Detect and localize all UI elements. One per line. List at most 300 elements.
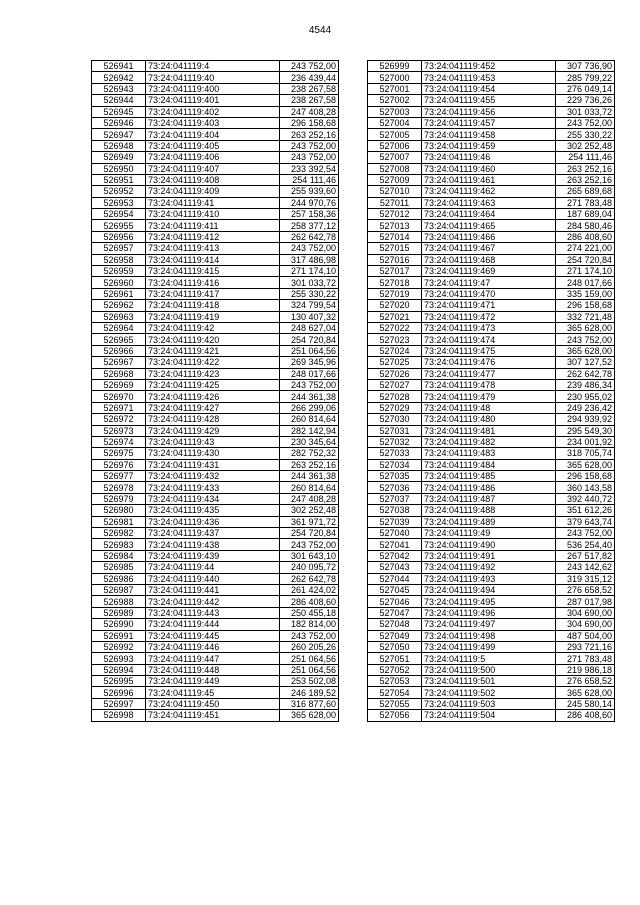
table-row [92,95,339,106]
table-row [92,425,339,436]
cadastral-value-cell: 296 158,68 [556,300,615,311]
cadastral-number-cell: 73:24:041119:426 [146,391,280,402]
table-row [92,584,339,595]
cadastral-value-cell: 130 407,32 [280,311,339,322]
cadastral-value-cell: 536 254,40 [556,539,615,550]
row-number-cell: 527025 [368,357,422,368]
row-number-cell: 526942 [92,72,146,83]
cadastral-number-cell: 73:24:041119:482 [422,436,556,447]
row-number-cell: 526995 [92,676,146,687]
table-row [92,698,339,709]
cadastral-number-cell: 73:24:041119:45 [146,687,280,698]
row-number-cell: 527023 [368,334,422,345]
row-number-cell: 527010 [368,186,422,197]
cadastral-value-cell: 285 799,22 [556,72,615,83]
cadastral-value-cell: 302 252,48 [556,140,615,151]
table-row [368,402,615,413]
cadastral-number-cell: 73:24:041119:447 [146,653,280,664]
cadastral-number-cell: 73:24:041119:469 [422,266,556,277]
cadastral-value-cell: 239 486,34 [556,379,615,390]
cadastral-value-cell: 271 783,48 [556,197,615,208]
table-row [92,448,339,459]
cadastral-value-cell: 238 267,58 [280,95,339,106]
row-number-cell: 527033 [368,448,422,459]
row-number-cell: 527050 [368,641,422,652]
row-number-cell: 526998 [92,710,146,721]
cadastral-number-cell: 73:24:041119:451 [146,710,280,721]
table-row [368,425,615,436]
cadastral-number-cell: 73:24:041119:43 [146,436,280,447]
cadastral-value-cell: 263 252,16 [556,163,615,174]
cadastral-value-cell: 260 205,26 [280,641,339,652]
cadastral-value-cell: 318 705,74 [556,448,615,459]
cadastral-value-cell: 487 504,00 [556,630,615,641]
row-number-cell: 526987 [92,584,146,595]
row-number-cell: 526950 [92,163,146,174]
table-row [368,334,615,345]
row-number-cell: 527017 [368,266,422,277]
table-row [92,209,339,220]
cadastral-value-cell: 294 939,92 [556,414,615,425]
table-row [92,266,339,277]
row-number-cell: 526949 [92,152,146,163]
cadastral-value-cell: 286 408,60 [556,710,615,721]
cadastral-number-cell: 73:24:041119:421 [146,345,280,356]
cadastral-number-cell: 73:24:041119:408 [146,174,280,185]
row-number-cell: 527022 [368,322,422,333]
cadastral-number-cell: 73:24:041119:419 [146,311,280,322]
cadastral-number-cell: 73:24:041119:470 [422,288,556,299]
table-row [368,391,615,402]
cadastral-value-cell: 258 377,12 [280,220,339,231]
cadastral-value-cell: 276 658,52 [556,676,615,687]
row-number-cell: 526979 [92,493,146,504]
table-row [368,61,615,72]
row-number-cell: 526945 [92,106,146,117]
table-row [92,664,339,675]
table-row [92,186,339,197]
cadastral-number-cell: 73:24:041119:400 [146,83,280,94]
cadastral-number-cell: 73:24:041119:401 [146,95,280,106]
row-number-cell: 527000 [368,72,422,83]
cadastral-number-cell: 73:24:041119:496 [422,607,556,618]
row-number-cell: 526991 [92,630,146,641]
row-number-cell: 527043 [368,562,422,573]
cadastral-number-cell: 73:24:041119:432 [146,471,280,482]
table-row [368,539,615,550]
table-row [92,528,339,539]
row-number-cell: 527053 [368,676,422,687]
table-row [368,254,615,265]
row-number-cell: 526947 [92,129,146,140]
cadastral-number-cell: 73:24:041119:498 [422,630,556,641]
table-row [368,584,615,595]
cadastral-value-cell: 238 267,58 [280,83,339,94]
cadastral-number-cell: 73:24:041119:42 [146,322,280,333]
cadastral-value-cell: 248 627,04 [280,322,339,333]
table-row [92,562,339,573]
cadastral-value-cell: 246 189,52 [280,687,339,698]
cadastral-value-cell: 262 642,78 [280,231,339,242]
cadastral-value-cell: 304 690,00 [556,607,615,618]
cadastral-number-cell: 73:24:041119:486 [422,482,556,493]
row-number-cell: 526968 [92,368,146,379]
row-number-cell: 527027 [368,379,422,390]
cadastral-value-cell: 317 486,98 [280,254,339,265]
cadastral-number-cell: 73:24:041119:455 [422,95,556,106]
row-number-cell: 526990 [92,619,146,630]
cadastral-value-cell: 240 095,72 [280,562,339,573]
row-number-cell: 526985 [92,562,146,573]
cadastral-value-cell: 274 221,00 [556,243,615,254]
cadastral-value-cell: 295 549,30 [556,425,615,436]
cadastral-number-cell: 73:24:041119:417 [146,288,280,299]
cadastral-value-cell: 243 752,00 [280,630,339,641]
table-row [92,61,339,72]
cadastral-value-cell: 251 064,56 [280,653,339,664]
cadastral-number-cell: 73:24:041119:433 [146,482,280,493]
row-number-cell: 526989 [92,607,146,618]
table-row [92,391,339,402]
cadastral-value-cell: 247 408,28 [280,106,339,117]
row-number-cell: 526951 [92,174,146,185]
row-number-cell: 526983 [92,539,146,550]
cadastral-number-cell: 73:24:041119:463 [422,197,556,208]
cadastral-number-cell: 73:24:041119:406 [146,152,280,163]
cadastral-number-cell: 73:24:041119:442 [146,596,280,607]
table-row [368,676,615,687]
cadastral-value-cell: 250 455,18 [280,607,339,618]
table-row [368,573,615,584]
table-row [368,220,615,231]
row-number-cell: 526943 [92,83,146,94]
cadastral-number-cell: 73:24:041119:430 [146,448,280,459]
row-number-cell: 526971 [92,402,146,413]
cadastral-number-cell: 73:24:041119:471 [422,300,556,311]
cadastral-number-cell: 73:24:041119:465 [422,220,556,231]
cadastral-value-cell: 251 064,56 [280,664,339,675]
cadastral-value-cell: 335 159,00 [556,288,615,299]
row-number-cell: 526975 [92,448,146,459]
cadastral-value-cell: 365 628,00 [556,459,615,470]
table-row [368,596,615,607]
row-number-cell: 527035 [368,471,422,482]
cadastral-value-cell: 316 877,60 [280,698,339,709]
cadastral-value-cell: 365 628,00 [280,710,339,721]
page-number: 4544 [308,25,332,36]
row-number-cell: 527009 [368,174,422,185]
table-row [92,459,339,470]
cadastral-number-cell: 73:24:041119:448 [146,664,280,675]
cadastral-number-cell: 73:24:041119:450 [146,698,280,709]
table-row [92,687,339,698]
cadastral-number-cell: 73:24:041119:48 [422,402,556,413]
cadastral-value-cell: 296 158,68 [280,117,339,128]
row-number-cell: 527044 [368,573,422,584]
table-row [368,505,615,516]
row-number-cell: 527038 [368,505,422,516]
cadastral-value-cell: 247 408,28 [280,493,339,504]
row-number-cell: 527013 [368,220,422,231]
cadastral-number-cell: 73:24:041119:416 [146,277,280,288]
table-row [92,596,339,607]
cadastral-value-cell: 265 689,68 [556,186,615,197]
cadastral-value-cell: 365 628,00 [556,322,615,333]
row-number-cell: 526972 [92,414,146,425]
table-row [92,482,339,493]
row-number-cell: 527004 [368,117,422,128]
cadastral-value-cell: 261 424,02 [280,584,339,595]
cadastral-value-cell: 233 392,54 [280,163,339,174]
table-row [368,174,615,185]
cadastral-value-cell: 255 330,22 [556,129,615,140]
table-row [368,300,615,311]
row-number-cell: 526941 [92,61,146,72]
row-number-cell: 526955 [92,220,146,231]
cadastral-value-cell: 293 721,16 [556,641,615,652]
row-number-cell: 526967 [92,357,146,368]
table-row [92,197,339,208]
table-row [368,562,615,573]
row-number-cell: 527049 [368,630,422,641]
row-number-cell: 527012 [368,209,422,220]
table-row [368,266,615,277]
cadastral-number-cell: 73:24:041119:462 [422,186,556,197]
table-row [368,152,615,163]
cadastral-number-cell: 73:24:041119:502 [422,687,556,698]
row-number-cell: 527037 [368,493,422,504]
cadastral-value-cell: 243 752,00 [280,152,339,163]
cadastral-number-cell: 73:24:041119:5 [422,653,556,664]
table-row [92,607,339,618]
cadastral-number-cell: 73:24:041119:407 [146,163,280,174]
row-number-cell: 527042 [368,550,422,561]
cadastral-number-cell: 73:24:041119:429 [146,425,280,436]
row-number-cell: 527028 [368,391,422,402]
cadastral-number-cell: 73:24:041119:468 [422,254,556,265]
cadastral-number-cell: 73:24:041119:403 [146,117,280,128]
row-number-cell: 527056 [368,710,422,721]
cadastral-value-cell: 244 361,38 [280,391,339,402]
table-row [92,471,339,482]
row-number-cell: 526958 [92,254,146,265]
table-row [92,72,339,83]
table-row [92,357,339,368]
cadastral-number-cell: 73:24:041119:491 [422,550,556,561]
table-row [368,129,615,140]
row-number-cell: 526962 [92,300,146,311]
row-number-cell: 527051 [368,653,422,664]
row-number-cell: 527006 [368,140,422,151]
table-row [368,83,615,94]
cadastral-value-cell: 304 690,00 [556,619,615,630]
table-row [368,653,615,664]
cadastral-value-cell: 244 361,38 [280,471,339,482]
table-row [92,243,339,254]
cadastral-value-cell: 301 033,72 [556,106,615,117]
table-row [92,710,339,721]
cadastral-number-cell: 73:24:041119:467 [422,243,556,254]
table-row [368,72,615,83]
cadastral-number-cell: 73:24:041119:488 [422,505,556,516]
table-row [368,414,615,425]
cadastral-value-cell: 307 127,52 [556,357,615,368]
cadastral-value-cell: 254 720,84 [280,528,339,539]
table-row [368,106,615,117]
table-row [92,676,339,687]
cadastral-value-cell: 263 252,16 [280,459,339,470]
cadastral-number-cell: 73:24:041119:446 [146,641,280,652]
table-row [92,641,339,652]
cadastral-number-cell: 73:24:041119:444 [146,619,280,630]
cadastral-value-cell: 282 142,94 [280,425,339,436]
row-number-cell: 526997 [92,698,146,709]
cadastral-value-cell: 267 517,82 [556,550,615,561]
cadastral-value-cell: 249 236,42 [556,402,615,413]
row-number-cell: 526954 [92,209,146,220]
row-number-cell: 527015 [368,243,422,254]
table-row [368,95,615,106]
cadastral-value-cell: 263 252,16 [556,174,615,185]
table-row [368,117,615,128]
row-number-cell: 527024 [368,345,422,356]
table-row [368,459,615,470]
row-number-cell: 526984 [92,550,146,561]
cadastral-value-cell: 253 502,08 [280,676,339,687]
cadastral-number-cell: 73:24:041119:439 [146,550,280,561]
cadastral-number-cell: 73:24:041119:402 [146,106,280,117]
table-row [368,710,615,721]
cadastral-number-cell: 73:24:041119:44 [146,562,280,573]
cadastral-value-cell: 244 970,76 [280,197,339,208]
cadastral-number-cell: 73:24:041119:481 [422,425,556,436]
table-row [92,129,339,140]
cadastral-number-cell: 73:24:041119:434 [146,493,280,504]
cadastral-value-cell: 332 721,48 [556,311,615,322]
cadastral-number-cell: 73:24:041119:474 [422,334,556,345]
row-number-cell: 527036 [368,482,422,493]
row-number-cell: 526959 [92,266,146,277]
table-row [368,687,615,698]
row-number-cell: 527030 [368,414,422,425]
cadastral-value-cell: 219 986,18 [556,664,615,675]
table-row [92,174,339,185]
cadastral-value-cell: 254 111,46 [556,152,615,163]
row-number-cell: 526980 [92,505,146,516]
row-number-cell: 526964 [92,322,146,333]
cadastral-number-cell: 73:24:041119:497 [422,619,556,630]
cadastral-value-cell: 187 689,04 [556,209,615,220]
row-number-cell: 527045 [368,584,422,595]
cadastral-number-cell: 73:24:041119:485 [422,471,556,482]
row-number-cell: 527047 [368,607,422,618]
table-row [368,288,615,299]
table-row [92,630,339,641]
cadastral-number-cell: 73:24:041119:476 [422,357,556,368]
cadastral-value-cell: 243 752,00 [280,379,339,390]
cadastral-number-cell: 73:24:041119:504 [422,710,556,721]
table-row [368,698,615,709]
row-number-cell: 527054 [368,687,422,698]
cadastral-number-cell: 73:24:041119:422 [146,357,280,368]
table-row [92,334,339,345]
row-number-cell: 526973 [92,425,146,436]
row-number-cell: 526999 [368,61,422,72]
cadastral-value-cell: 243 752,00 [556,117,615,128]
table-row [92,414,339,425]
row-number-cell: 527001 [368,83,422,94]
cadastral-number-cell: 73:24:041119:441 [146,584,280,595]
cadastral-value-cell: 243 752,00 [280,539,339,550]
row-number-cell: 526963 [92,311,146,322]
row-number-cell: 526961 [92,288,146,299]
table-row [368,448,615,459]
cadastral-value-cell: 282 752,32 [280,448,339,459]
table-row [92,368,339,379]
table-row [92,288,339,299]
table-row [92,277,339,288]
cadastral-number-cell: 73:24:041119:409 [146,186,280,197]
table-row [368,357,615,368]
row-number-cell: 527040 [368,528,422,539]
cadastral-value-cell: 260 814,64 [280,414,339,425]
cadastral-number-cell: 73:24:041119:414 [146,254,280,265]
cadastral-value-cell: 254 111,46 [280,174,339,185]
cadastral-number-cell: 73:24:041119:458 [422,129,556,140]
row-number-cell: 527031 [368,425,422,436]
cadastral-number-cell: 73:24:041119:413 [146,243,280,254]
cadastral-value-cell: 230 345,64 [280,436,339,447]
cadastral-number-cell: 73:24:041119:410 [146,209,280,220]
cadastral-number-cell: 73:24:041119:420 [146,334,280,345]
table-row [92,619,339,630]
row-number-cell: 527005 [368,129,422,140]
cadastral-number-cell: 73:24:041119:499 [422,641,556,652]
cadastral-value-cell: 263 252,16 [280,129,339,140]
row-number-cell: 526976 [92,459,146,470]
row-number-cell: 526966 [92,345,146,356]
cadastral-number-cell: 73:24:041119:436 [146,516,280,527]
table-row [368,482,615,493]
row-number-cell: 527008 [368,163,422,174]
cadastral-value-cell: 365 628,00 [556,687,615,698]
cadastral-value-cell: 229 736,26 [556,95,615,106]
cadastral-value-cell: 301 643,10 [280,550,339,561]
cadastral-number-cell: 73:24:041119:425 [146,379,280,390]
cadastral-value-cell: 319 315,12 [556,573,615,584]
table-row [92,311,339,322]
table-row [368,140,615,151]
row-number-cell: 527039 [368,516,422,527]
cadastral-value-cell: 287 017,98 [556,596,615,607]
row-number-cell: 527014 [368,231,422,242]
cadastral-value-cell: 254 720,84 [280,334,339,345]
row-number-cell: 527055 [368,698,422,709]
table-row [92,322,339,333]
cadastral-number-cell: 73:24:041119:492 [422,562,556,573]
row-number-cell: 526957 [92,243,146,254]
cadastral-number-cell: 73:24:041119:49 [422,528,556,539]
cadastral-number-cell: 73:24:041119:456 [422,106,556,117]
row-number-cell: 527003 [368,106,422,117]
cadastral-value-cell: 243 752,00 [280,61,339,72]
cadastral-number-cell: 73:24:041119:457 [422,117,556,128]
cadastral-value-cell: 271 174,10 [556,266,615,277]
table-row [368,516,615,527]
row-number-cell: 527032 [368,436,422,447]
row-number-cell: 527011 [368,197,422,208]
row-number-cell: 526988 [92,596,146,607]
